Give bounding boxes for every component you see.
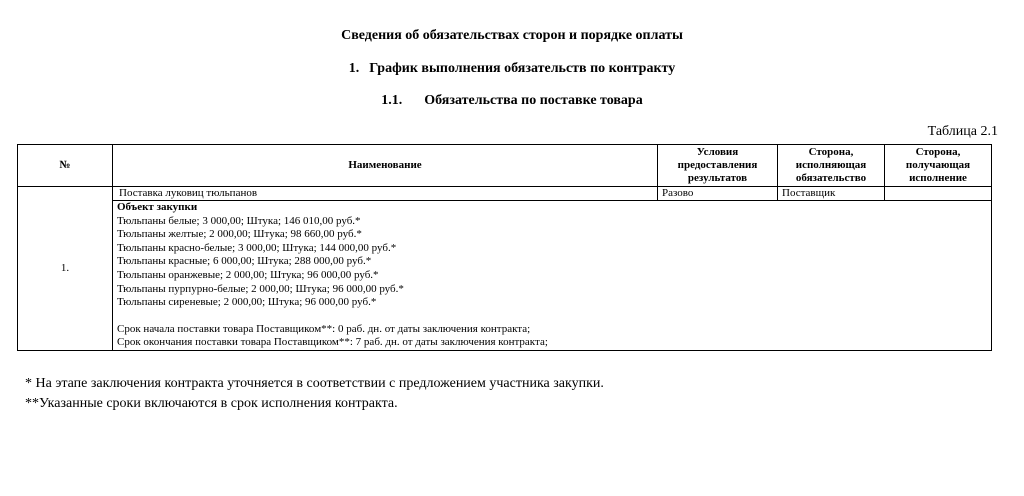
header-performer: Сторона, исполняющая обязательство — [778, 145, 885, 187]
list-item: Тюльпаны красно-белые; 3 000,00; Штука; 144 000,00 руб.* — [117, 241, 397, 254]
header-name: Наименование — [113, 145, 658, 187]
row-performer: Поставщик — [778, 187, 885, 201]
list-item: Тюльпаны оранжевые; 2 000,00; Штука; 96 000,00 руб.* — [117, 268, 379, 281]
table-row — [18, 187, 992, 201]
header-conditions: Условия предоставления результатов — [658, 145, 778, 187]
procurement-object-cell — [113, 201, 992, 351]
row-receiver — [885, 187, 992, 201]
list-item: Тюльпаны желтые; 2 000,00; Штука; 98 660,00 руб.* — [117, 228, 362, 241]
section-title: График выполнения обязательств по контракту — [369, 61, 676, 76]
subsection-title: Обязательства по поставке товара — [424, 93, 643, 108]
list-item: Тюльпаны сиреневые; 2 000,00; Штука; 96 000,00 руб.* — [117, 296, 377, 309]
row-name-text: Поставка луковиц тюльпанов — [119, 187, 258, 199]
row-name — [113, 187, 658, 201]
object-title: Объект закупки — [117, 201, 198, 213]
end-term: Срок окончания поставки товара Поставщиком**: 7 раб. дн. от даты заключения контракта; — [117, 336, 548, 349]
subsection-heading — [0, 93, 1024, 109]
header-receiver: Сторона, получающая исполнение — [885, 145, 992, 187]
row-number: 1. — [18, 187, 113, 351]
footnote-2: **Указанные сроки включаются в срок исполнения контракта. — [25, 396, 398, 411]
list-item: Тюльпаны красные; 6 000,00; Штука; 288 000,00 руб.* — [117, 255, 372, 268]
list-item: Тюльпаны белые; 3 000,00; Штука; 146 010,00 руб.* — [117, 214, 361, 227]
document-title: Сведения об обязательствах сторон и порядке оплаты — [341, 28, 683, 43]
start-term: Срок начала поставки товара Поставщиком**: 0 раб. дн. от даты заключения контракта; — [117, 322, 531, 335]
header-number: № — [18, 145, 113, 187]
table-caption: Таблица 2.1 — [927, 124, 998, 139]
section-number: 1. — [348, 61, 360, 76]
row-conditions: Разово — [658, 187, 778, 201]
obligations-table — [17, 144, 992, 351]
table-header-row — [18, 145, 992, 187]
subsection-number: 1.1. — [381, 93, 403, 108]
footnote-1: * На этапе заключения контракта уточняется в соответствии с предложением участника закупки. — [25, 376, 604, 391]
spacer — [117, 310, 987, 323]
list-item: Тюльпаны пурпурно-белые; 2 000,00; Штука; 96 000,00 руб.* — [117, 282, 404, 295]
table-row-details — [18, 201, 992, 351]
section-heading — [0, 61, 1024, 77]
